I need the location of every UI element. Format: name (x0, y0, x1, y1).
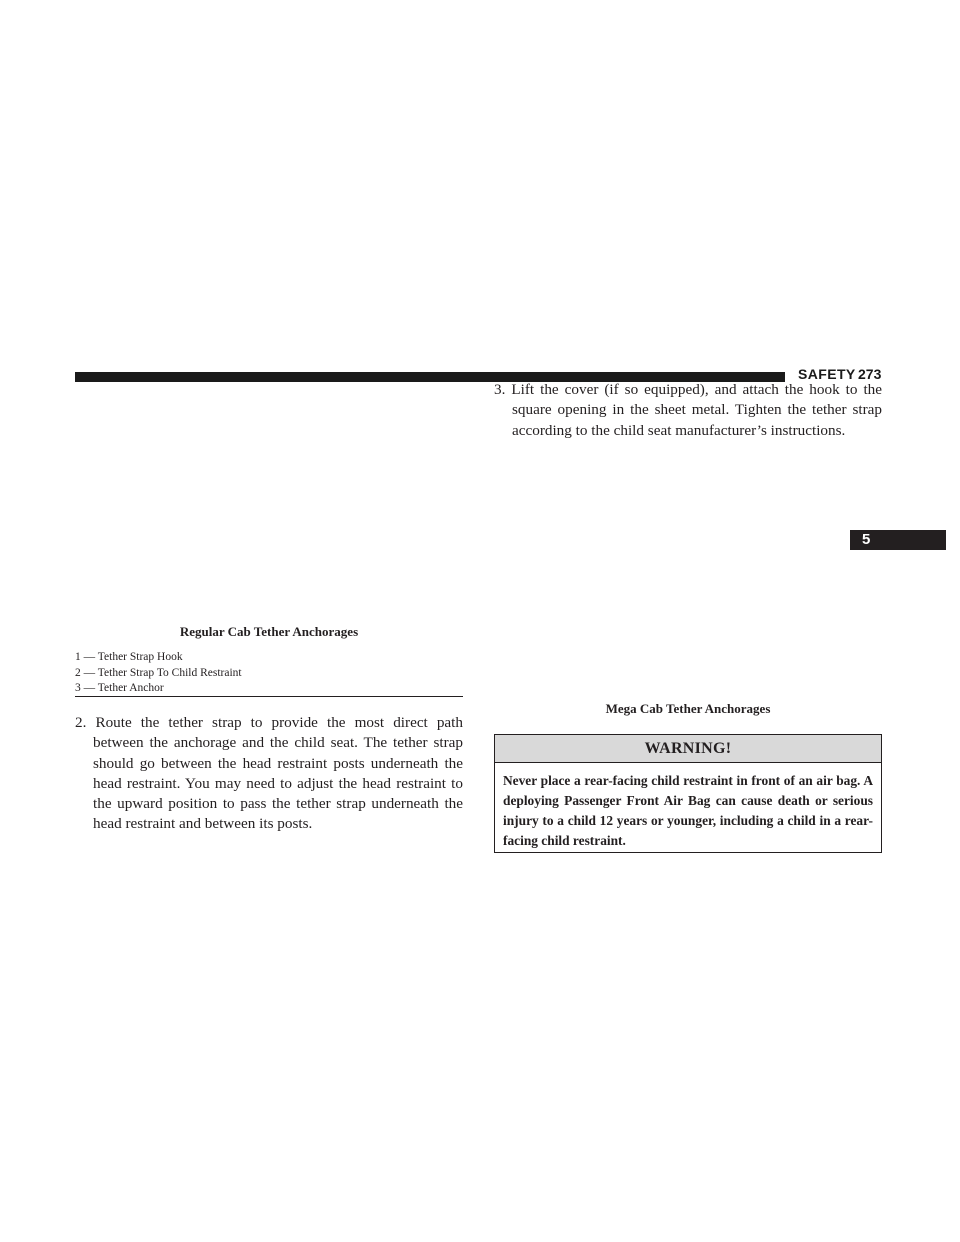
warning-title: WARNING! (495, 735, 881, 763)
legend-item: 3 — Tether Anchor (75, 682, 164, 694)
regular-cab-figure-caption: Regular Cab Tether Anchorages (179, 624, 359, 639)
page-number: 273 (858, 366, 882, 382)
warning-text: Never place a rear-facing child restraint in front of an air bag. A deploying Passenger Front Air Bag can cause death or serious injury to a child 12 years or younger, including a child in a rear-facing child restraint. (503, 773, 873, 848)
mega-cab-figure-caption: Mega Cab Tether Anchorages (605, 701, 771, 716)
figure-legend (75, 650, 463, 697)
section-title: SAFETY (798, 366, 856, 382)
warning-box (494, 734, 882, 853)
instruction-step-3: 3. Lift the cover (if so equipped), and attach the hook to the square opening in the sheet metal. Tighten the tether strap according to the child seat manufacturer’s instructions. (494, 381, 882, 439)
legend-divider (75, 696, 463, 697)
legend-item: 1 — Tether Strap Hook (75, 651, 183, 663)
chapter-tab: 5 (850, 530, 946, 550)
instruction-step-2: 2. Route the tether strap to provide the most direct path between the anchorage and the child seat. The tether strap should go between the head restraint posts underneath the head restraint. You may need to adjust the head restraint to the upward position to pass the tether strap underneath the head restraint and between its posts. (75, 714, 463, 833)
legend-item: 2 — Tether Strap To Child Restraint (75, 666, 242, 679)
